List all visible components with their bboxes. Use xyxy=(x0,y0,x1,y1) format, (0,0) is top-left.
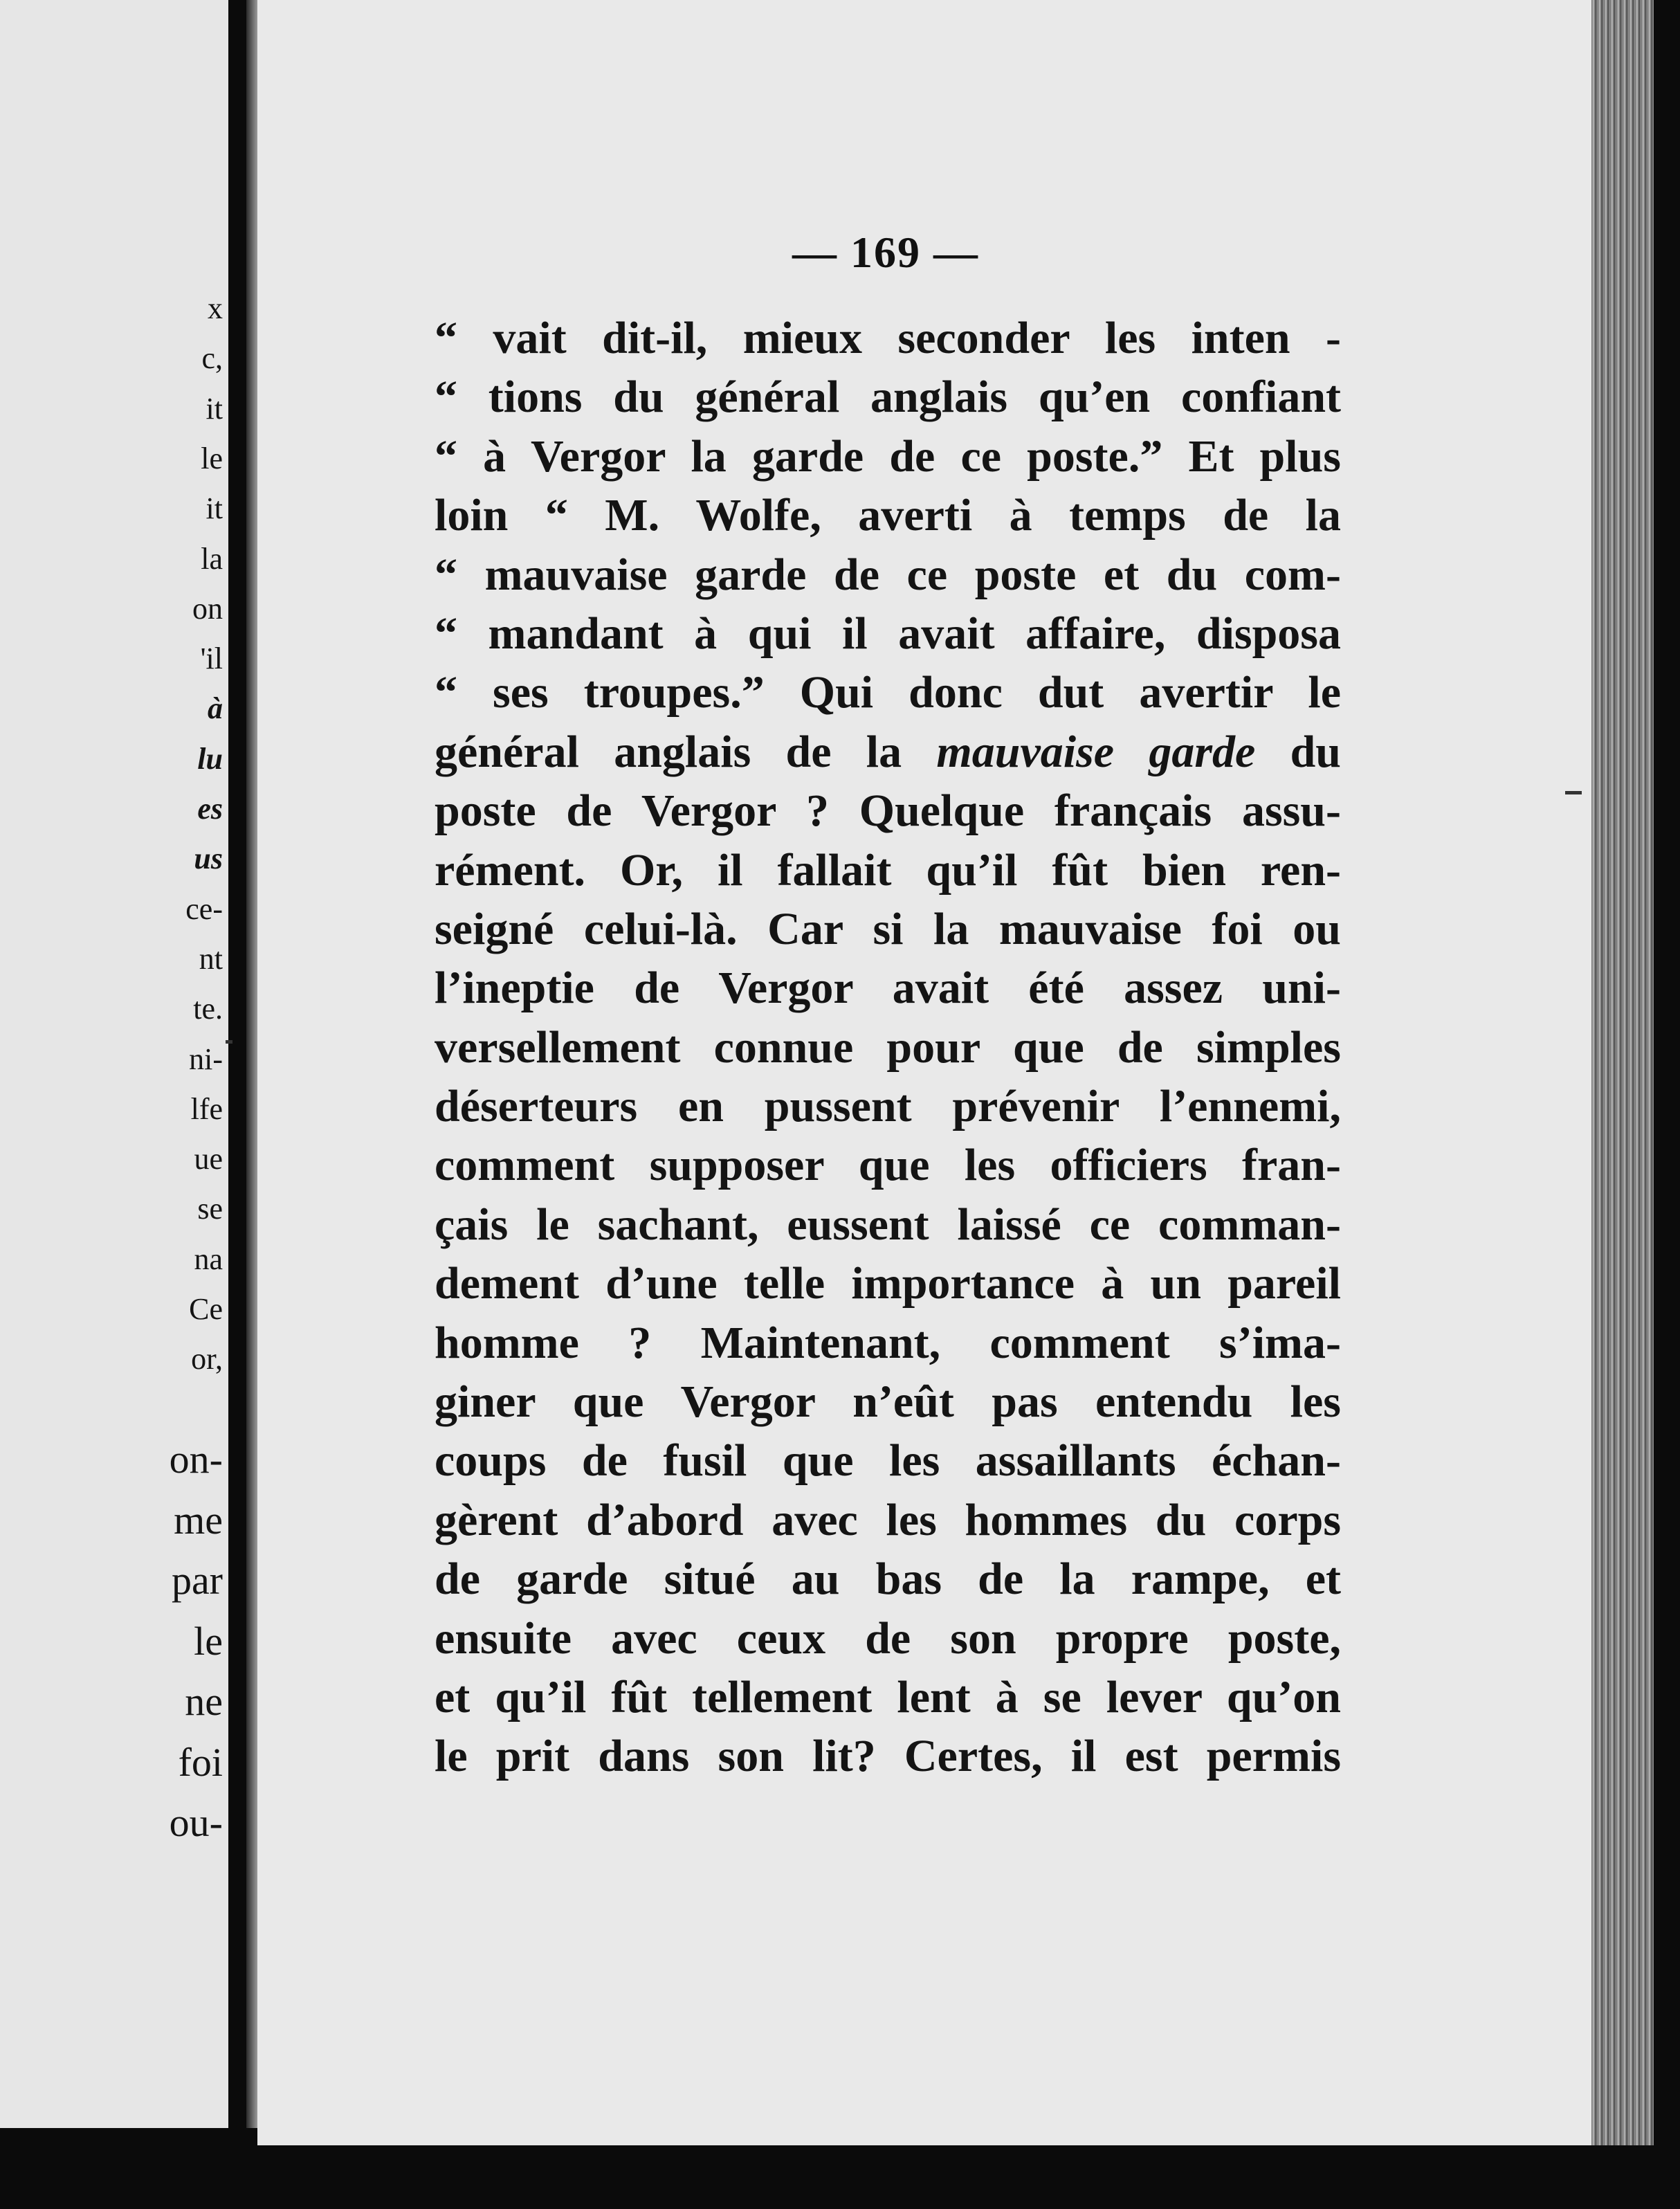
left-page-text-fragments xyxy=(1,0,223,2128)
page-body-text xyxy=(435,309,1341,1786)
left-page-fragment: es xyxy=(197,792,223,826)
page-number: — 169 — xyxy=(792,228,979,277)
text-line: “ à Vergor la garde de ce poste.” Et plus xyxy=(435,430,1341,482)
page-stack-edge xyxy=(1591,0,1654,2159)
text-line: çais le sachant, eussent laissé ce comman- xyxy=(435,1199,1341,1250)
left-page-fragment: or, xyxy=(191,1342,223,1376)
text-line: ensuite avec ceux de son propre poste, xyxy=(435,1612,1341,1664)
text-line: général anglais de la mauvaise garde du xyxy=(435,726,1341,777)
text-line: “ ses troupes.” Qui donc dut avertir le xyxy=(435,667,1341,718)
left-page-fragment: ni- xyxy=(189,1042,223,1076)
margin-dot-mark xyxy=(226,1040,232,1044)
text-line: coups de fusil que les assaillants échan- xyxy=(435,1435,1341,1487)
left-page-fragment: à xyxy=(208,691,223,726)
left-facing-page xyxy=(0,0,228,2128)
left-page-fragment: par xyxy=(171,1558,223,1603)
left-page-fragment: Ce xyxy=(189,1292,223,1326)
text-line: comment supposer que les officiers fran- xyxy=(435,1140,1341,1191)
italic-text: mauvaise garde xyxy=(936,726,1256,777)
left-page-fragment: ue xyxy=(194,1142,223,1176)
left-page-fragment: foi xyxy=(178,1739,223,1785)
left-page-fragment: 'il xyxy=(200,642,223,676)
text-line: déserteurs en pussent prévenir l’ennemi, xyxy=(435,1081,1341,1132)
left-page-fragment: us xyxy=(194,842,223,876)
text-line: de garde situé au bas de la rampe, et xyxy=(435,1554,1341,1605)
right-background xyxy=(1654,0,1680,2209)
left-page-fragment: it xyxy=(206,491,223,526)
gutter-shadow xyxy=(246,0,257,2128)
left-page-fragment: se xyxy=(197,1192,223,1226)
text-line: gèrent d’abord avec les hommes du corps xyxy=(435,1494,1341,1545)
left-page-fragment: ce- xyxy=(185,891,223,926)
left-page-fragment: on- xyxy=(169,1437,223,1482)
left-page-fragment: ou- xyxy=(169,1800,223,1845)
text-line: giner que Vergor n’eût pas entendu les xyxy=(435,1376,1341,1428)
text-line: dement d’une telle importance à un pareil xyxy=(435,1258,1341,1309)
left-page-fragment: on xyxy=(192,591,223,626)
bottom-background xyxy=(0,2145,1680,2209)
left-page-fragment: le xyxy=(194,1618,223,1664)
text-line: “ mauvaise garde de ce poste et du com- xyxy=(435,549,1341,600)
left-page-fragment: x xyxy=(208,291,223,325)
left-page-fragment: nt xyxy=(199,941,223,976)
left-page-fragment: te. xyxy=(193,992,223,1026)
left-page-fragment: na xyxy=(194,1242,223,1276)
margin-dash-mark xyxy=(1565,791,1582,794)
text-line: “ tions du général anglais qu’en confiant xyxy=(435,372,1341,423)
left-page-fragment: ne xyxy=(185,1679,223,1724)
text-line: “ vait dit-il, mieux seconder les inten - xyxy=(435,313,1341,363)
text-line: et qu’il fût tellement lent à se lever qu’on xyxy=(435,1671,1341,1722)
left-page-fragment: it xyxy=(206,391,223,426)
left-page-fragment: lu xyxy=(197,741,223,776)
left-page-fragment: la xyxy=(201,541,223,576)
text-line: versellement connue pour que de simples xyxy=(435,1021,1341,1073)
text-line: rément. Or, il fallait qu’il fût bien ren- xyxy=(435,844,1341,896)
left-page-fragment: le xyxy=(201,441,223,475)
text-line: l’ineptie de Vergor avait été assez uni- xyxy=(435,963,1341,1014)
text-line: homme ? Maintenant, comment s’ima- xyxy=(435,1317,1341,1368)
left-page-fragment: me xyxy=(174,1497,223,1543)
left-page-fragment: lfe xyxy=(190,1091,223,1126)
text-line: le prit dans son lit? Certes, il est permis xyxy=(435,1731,1341,1782)
text-line: “ mandant à qui il avait affaire, disposa xyxy=(435,608,1341,659)
left-page-fragment: c, xyxy=(201,341,223,376)
text-line: seigné celui-là. Car si la mauvaise foi ou xyxy=(435,903,1341,954)
book-gutter xyxy=(228,0,246,2209)
text-line: loin “ M. Wolfe, averti à temps de la xyxy=(435,490,1341,541)
text-line: poste de Vergor ? Quelque français assu- xyxy=(435,785,1341,837)
